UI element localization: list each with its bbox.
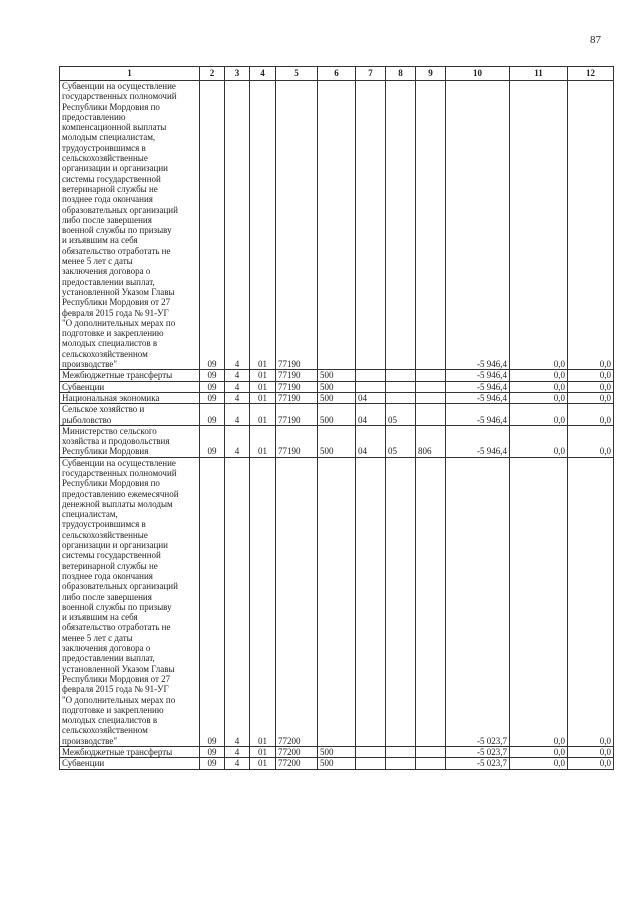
header-row: [60, 67, 614, 81]
cell-c9: [416, 81, 446, 370]
cell-c11: 0,0: [510, 81, 568, 370]
cell-c4: 01: [250, 81, 276, 370]
col-header: 11: [510, 67, 568, 81]
cell-c3: 4: [225, 392, 250, 403]
row-description: Министерство сельского хозяйства и продовольствия Республики Мордовия: [60, 425, 200, 457]
cell-c3: 4: [225, 747, 250, 758]
cell-c3: 4: [225, 370, 250, 381]
col-header: 3: [225, 67, 250, 81]
cell-c11: 0,0: [510, 457, 568, 746]
cell-c6: 500: [318, 404, 356, 426]
cell-c6: 500: [318, 370, 356, 381]
col-header: 6: [318, 67, 356, 81]
cell-c8: [386, 81, 416, 370]
cell-c11: 0,0: [510, 747, 568, 758]
cell-c8: 05: [386, 425, 416, 457]
cell-c8: [386, 758, 416, 769]
cell-c8: [386, 747, 416, 758]
cell-c7: 04: [356, 404, 386, 426]
row-description: Межбюджетные трансферты: [60, 747, 200, 758]
cell-c10: -5 946,4: [446, 404, 510, 426]
cell-c11: 0,0: [510, 758, 568, 769]
budget-table: [59, 66, 614, 770]
cell-c8: 05: [386, 404, 416, 426]
cell-c6: 500: [318, 381, 356, 392]
cell-c3: 4: [225, 425, 250, 457]
cell-c5: 77200: [276, 457, 318, 746]
cell-c6: 500: [318, 747, 356, 758]
col-header: 8: [386, 67, 416, 81]
cell-c7: [356, 747, 386, 758]
cell-c5: 77190: [276, 392, 318, 403]
cell-c7: [356, 758, 386, 769]
cell-c11: 0,0: [510, 370, 568, 381]
cell-c5: 77190: [276, 370, 318, 381]
cell-c5: 77190: [276, 81, 318, 370]
cell-c10: -5 023,7: [446, 457, 510, 746]
cell-c10: -5 946,4: [446, 392, 510, 403]
cell-c7: [356, 457, 386, 746]
cell-c2: 09: [200, 370, 225, 381]
col-header: 2: [200, 67, 225, 81]
cell-c2: 09: [200, 425, 225, 457]
col-header: 7: [356, 67, 386, 81]
cell-c8: [386, 457, 416, 746]
col-header: 4: [250, 67, 276, 81]
cell-c9: 806: [416, 425, 446, 457]
table-row: [60, 370, 614, 381]
table-row: [60, 81, 614, 370]
row-description: Межбюджетные трансферты: [60, 370, 200, 381]
cell-c8: [386, 392, 416, 403]
cell-c7: [356, 370, 386, 381]
cell-c2: 09: [200, 81, 225, 370]
cell-c2: 09: [200, 381, 225, 392]
cell-c9: [416, 392, 446, 403]
cell-c4: 01: [250, 381, 276, 392]
cell-c4: 01: [250, 404, 276, 426]
cell-c4: 01: [250, 370, 276, 381]
cell-c5: 77200: [276, 758, 318, 769]
row-description: Субвенции на осуществление государственных полномочий Республики Мордовия по предоставлению компенсационной выплаты молодым специалистам, трудоустроившимся в сельскохозяйственные организации и организации системы государственной ветеринарной службы не позднее года окончания образовательных организаций либо после завершения военной службы по призыву и изъявшим на себя обязательство отработать не менее 5 лет с даты заключения договора о предоставлении выплат, установленной Указом Главы Республики Мордовия от 27 февраля 2015 года № 91-УГ "О дополнительных мерах по подготовке и закреплению молодых специалистов в сельскохозяйственном производстве": [60, 81, 200, 370]
cell-c4: 01: [250, 747, 276, 758]
cell-c4: 01: [250, 457, 276, 746]
page-number: 87: [590, 34, 601, 46]
cell-c3: 4: [225, 404, 250, 426]
cell-c3: 4: [225, 381, 250, 392]
table-row: [60, 425, 614, 457]
col-header: 5: [276, 67, 318, 81]
cell-c6: 500: [318, 425, 356, 457]
cell-c6: 500: [318, 392, 356, 403]
table-row: [60, 747, 614, 758]
cell-c8: [386, 370, 416, 381]
cell-c5: 77200: [276, 747, 318, 758]
cell-c6: [318, 81, 356, 370]
cell-c12: 0,0: [568, 457, 614, 746]
cell-c10: -5 946,4: [446, 425, 510, 457]
row-description: Субвенции на осуществление государственных полномочий Республики Мордовия по предоставлению ежемесячной денежной выплаты молодым специалистам, трудоустроившимся в сельскохозяйственные организации и организации системы государственной ветеринарной службы не позднее года окончания образовательных организаций либо после завершения военной службы по призыву и изъявшим на себя обязательство отработать не менее 5 лет с даты заключения договора о предоставлении выплат, установленной Указом Главы Республики Мордовия от 27 февраля 2015 года № 91-УГ "О дополнительных мерах по подготовке и закреплению молодых специалистов в сельскохозяйственном производстве": [60, 457, 200, 746]
cell-c9: [416, 381, 446, 392]
cell-c11: 0,0: [510, 392, 568, 403]
cell-c10: -5 023,7: [446, 747, 510, 758]
cell-c12: 0,0: [568, 404, 614, 426]
cell-c4: 01: [250, 425, 276, 457]
col-header: 1: [60, 67, 200, 81]
row-description: Субвенции: [60, 381, 200, 392]
cell-c9: [416, 457, 446, 746]
cell-c12: 0,0: [568, 758, 614, 769]
cell-c5: 77190: [276, 404, 318, 426]
table-row: [60, 381, 614, 392]
cell-c2: 09: [200, 457, 225, 746]
row-description: Сельское хозяйство и рыболовство: [60, 404, 200, 426]
cell-c10: -5 946,4: [446, 81, 510, 370]
col-header: 10: [446, 67, 510, 81]
cell-c12: 0,0: [568, 370, 614, 381]
cell-c12: 0,0: [568, 381, 614, 392]
cell-c7: 04: [356, 425, 386, 457]
cell-c3: 4: [225, 457, 250, 746]
cell-c4: 01: [250, 392, 276, 403]
cell-c12: 0,0: [568, 747, 614, 758]
cell-c3: 4: [225, 81, 250, 370]
cell-c6: [318, 457, 356, 746]
cell-c9: [416, 404, 446, 426]
cell-c2: 09: [200, 758, 225, 769]
cell-c2: 09: [200, 392, 225, 403]
cell-c7: [356, 81, 386, 370]
row-description: Субвенции: [60, 758, 200, 769]
cell-c9: [416, 747, 446, 758]
cell-c6: 500: [318, 758, 356, 769]
table-row: [60, 404, 614, 426]
cell-c12: 0,0: [568, 425, 614, 457]
cell-c9: [416, 758, 446, 769]
row-description: Национальная экономика: [60, 392, 200, 403]
table-row: [60, 758, 614, 769]
cell-c11: 0,0: [510, 381, 568, 392]
cell-c7: [356, 381, 386, 392]
cell-c5: 77190: [276, 425, 318, 457]
cell-c12: 0,0: [568, 81, 614, 370]
cell-c7: 04: [356, 392, 386, 403]
cell-c2: 09: [200, 404, 225, 426]
col-header: 12: [568, 67, 614, 81]
cell-c9: [416, 370, 446, 381]
cell-c3: 4: [225, 758, 250, 769]
cell-c11: 0,0: [510, 404, 568, 426]
cell-c8: [386, 381, 416, 392]
cell-c10: -5 023,7: [446, 758, 510, 769]
cell-c11: 0,0: [510, 425, 568, 457]
table-row: [60, 392, 614, 403]
cell-c12: 0,0: [568, 392, 614, 403]
cell-c2: 09: [200, 747, 225, 758]
col-header: 9: [416, 67, 446, 81]
cell-c10: -5 946,4: [446, 381, 510, 392]
table-row: [60, 457, 614, 746]
cell-c4: 01: [250, 758, 276, 769]
cell-c5: 77190: [276, 381, 318, 392]
cell-c10: -5 946,4: [446, 370, 510, 381]
